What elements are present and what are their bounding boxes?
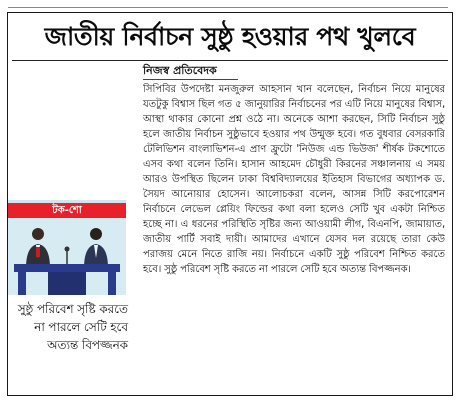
article-headline: জাতীয় নির্বাচন সুষ্ঠু হওয়ার পথ খুলবে xyxy=(44,22,416,51)
article-body: সিপিবির উপদেষ্টা মনজুরুল আহসান খান বলেছেন, নির্বাচন নিয়ে মানুষের যতটুকু বিশ্বাস ছিল গত ৫ জানুয়ারির নির্বাচনের পর এটি নিয়ে মানুষের বিশ্বাস, আস্থা থাকার কোনো প্রশ্ন ওঠে না। অনেকে আশা করছেন, সিটি নির্বাচন সুষ্ঠু হলে জাতীয় নির্বাচন সুষ্ঠুভাবে হওয়ার পথ উন্মুক্ত হবে। গত বুধবার বেসরকারি টেলিভিশন বাংলাভিশন-এ প্রাণ ফ্রুটো 'নিউজ এন্ড ভিউজ' শীর্ষক টকশোতে এসব কথা বলেন তিনি। হাসান আহমেদ চৌধুরী কিরনের সঞ্চালনায় এ সময় আরও উপস্থিত ছিলেন ঢাকা বিশ্ববিদ্যালয়ের ইতিহাস বিভাগের অধ্যাপক ড. সৈয়দ আনোয়ার হোসেন। আলোচকরা বলেন, আসন্ন সিটি করপোরেশন নির্বাচনে লেভেল প্লেয়িং ফিল্ডের কথা বলা হলেও সেটি খুব একটা নিশ্চিত হচ্ছে না। এ ধরনের পরিস্থিতি সৃষ্টির জন্য আওয়ামী লীগ, বিএনপি, জামায়াত, জাতীয় পার্টি সবাই দায়ী। আমাদের এখানে যেসব দল রয়েছে তারা কেউ পরাজয় মেনে নিতে রাজি নয়। নির্বাচনে একটি সুষ্ঠু পরিবেশ নিশ্চিত করতে হবে। সুষ্ঠু পরিবেশ সৃষ্টি করতে না পারলে সেটি হবে অত্যন্ত বিপজ্জনক। xyxy=(143,84,445,275)
talkshow-illustration xyxy=(8,200,126,295)
top-rule xyxy=(8,2,448,12)
top-divider xyxy=(8,7,448,8)
headline-divider xyxy=(12,60,448,61)
article-byline: নিজস্ব প্রতিবেদক xyxy=(143,64,217,77)
pull-quote: সুষ্ঠু পরিবেশ সৃষ্টি করতে না পারলে সেটি হবে অত্যন্ত বিপজ্জনক xyxy=(17,302,128,352)
talkshow-scene-icon xyxy=(8,218,126,295)
byline-underline xyxy=(143,79,238,80)
talkshow-tag: টক-শো xyxy=(8,203,126,218)
